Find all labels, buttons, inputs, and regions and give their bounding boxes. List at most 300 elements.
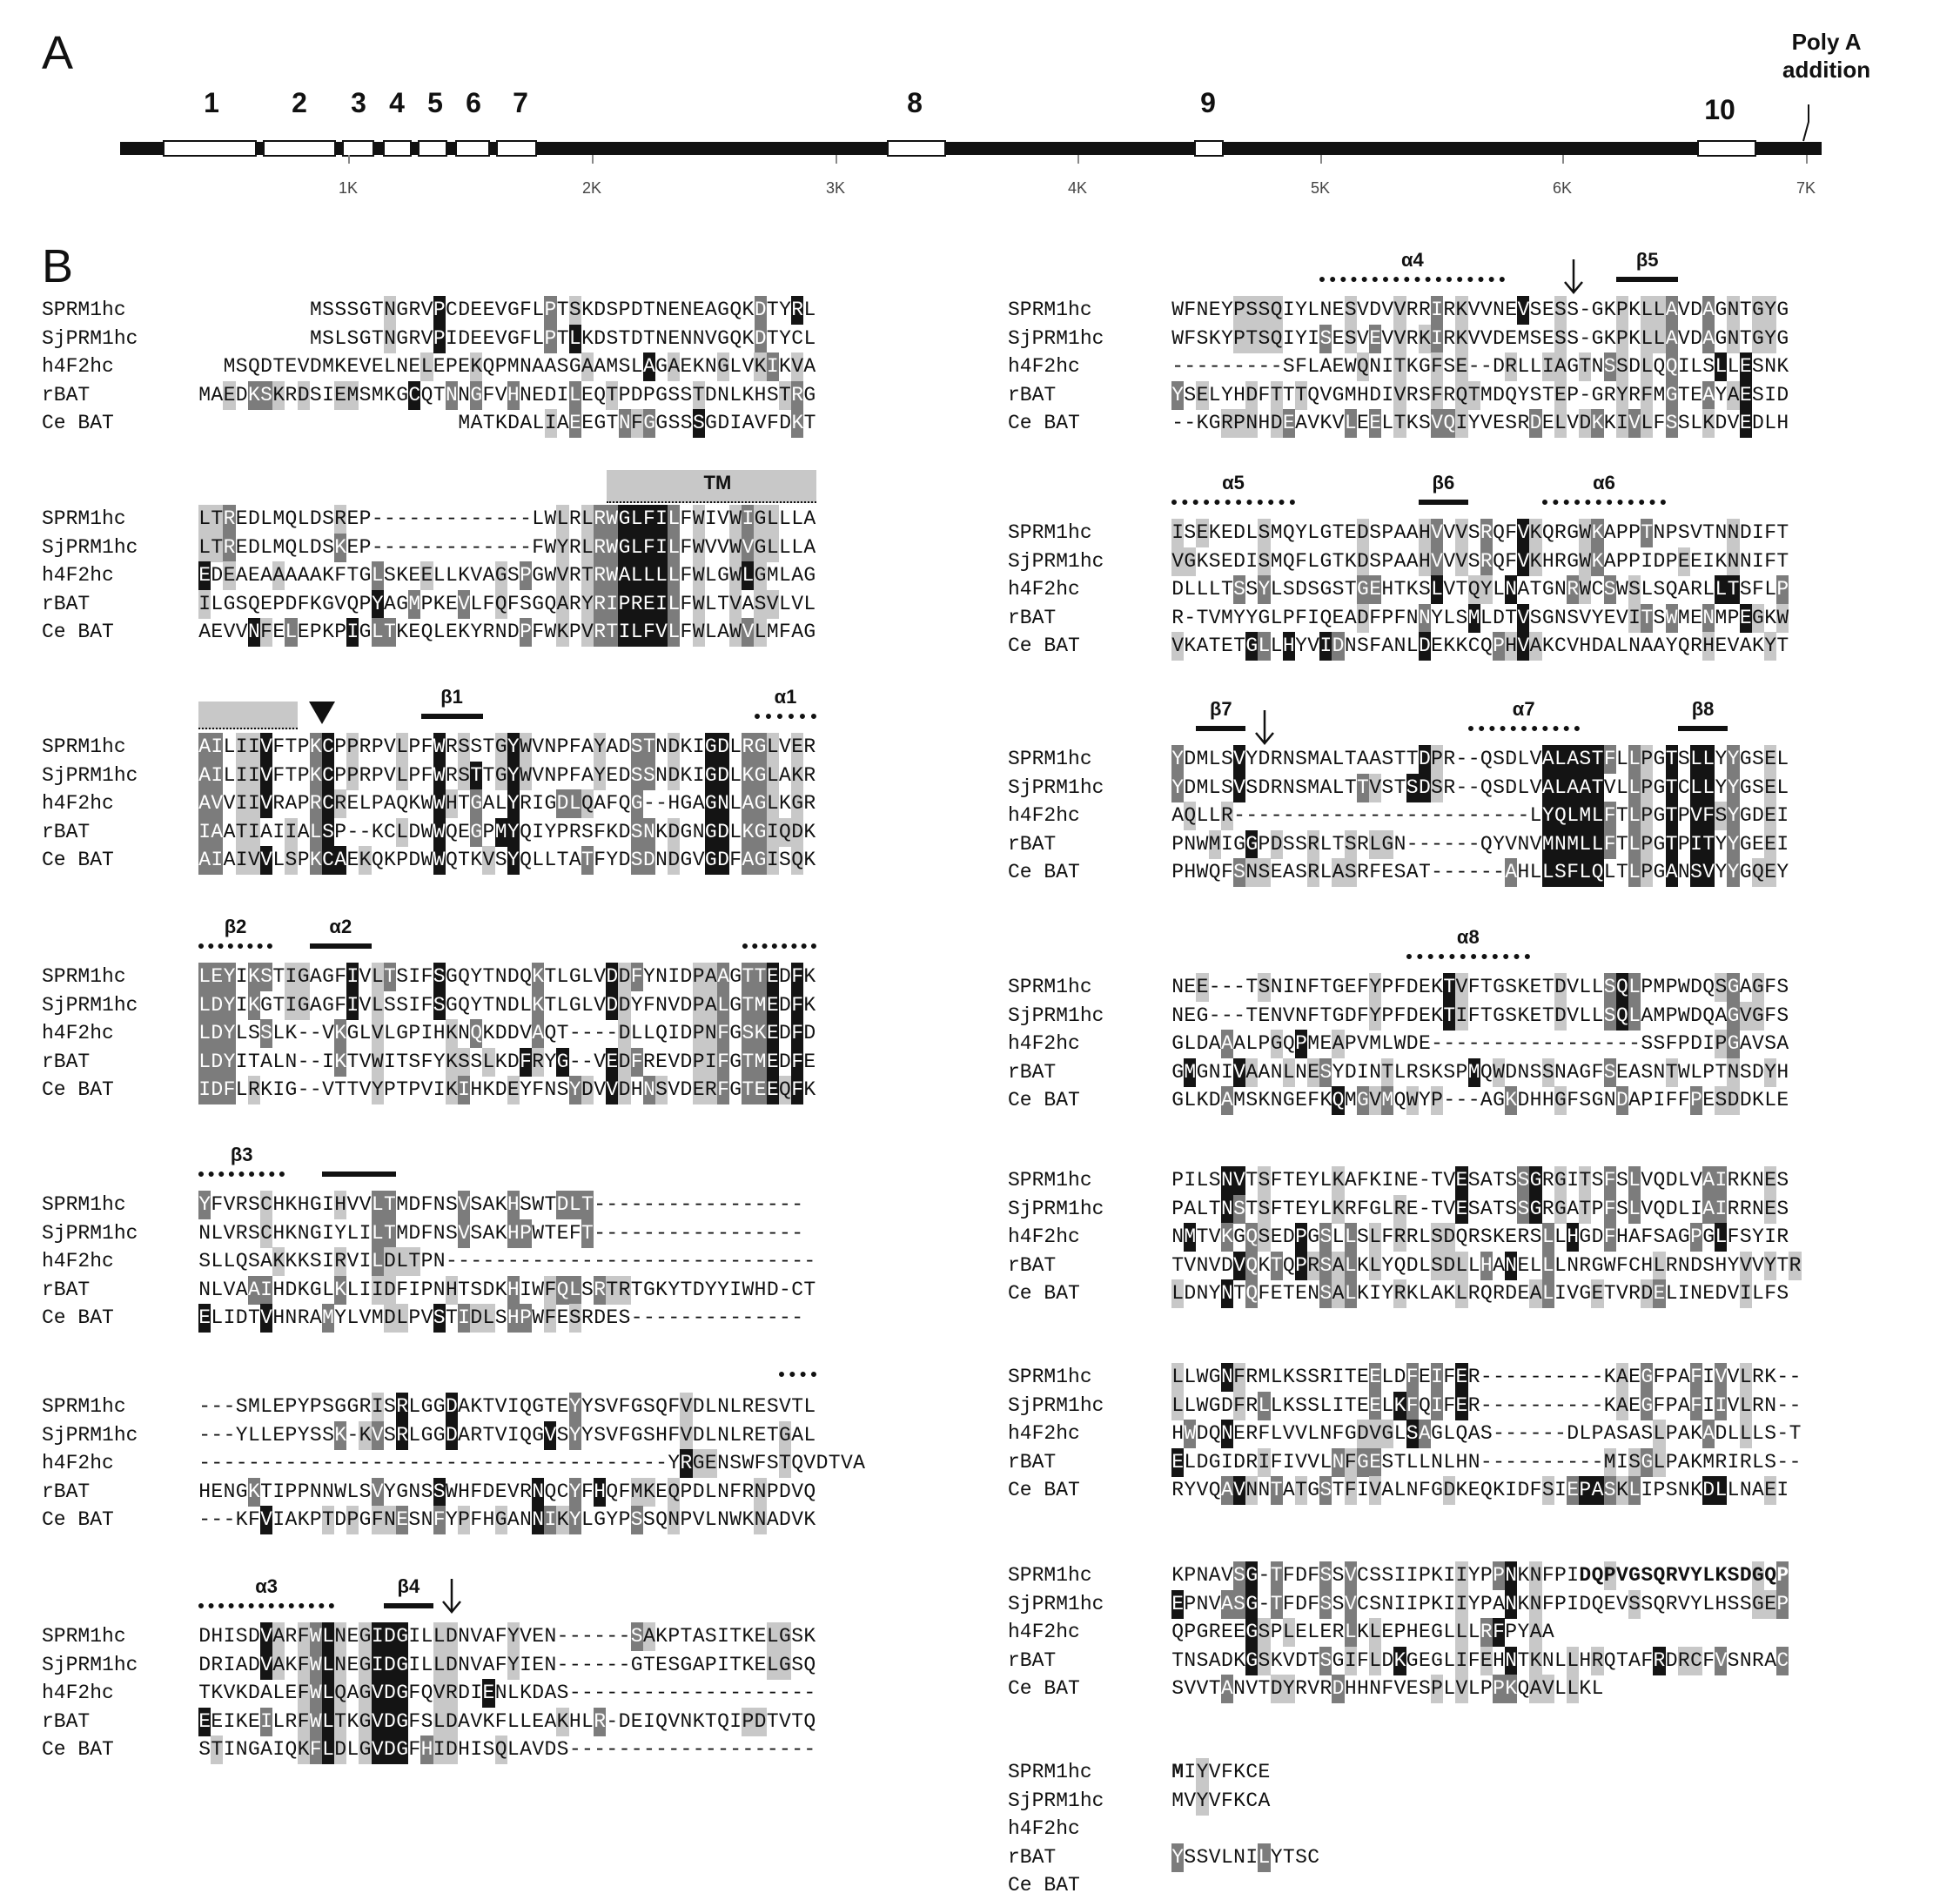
residue: R xyxy=(631,590,643,619)
residue: V xyxy=(1529,748,1542,770)
residue: - xyxy=(803,1738,816,1761)
residue: I xyxy=(322,383,334,406)
residue: G xyxy=(1208,1366,1221,1388)
residue: F xyxy=(1591,1060,1604,1084)
residue: G xyxy=(1431,1422,1443,1445)
residue: Q xyxy=(1505,383,1518,406)
residue: V xyxy=(594,993,606,1017)
residue: A xyxy=(717,621,729,643)
residue: G xyxy=(298,963,310,991)
residue: Q xyxy=(1208,1479,1221,1501)
residue: H xyxy=(1529,1089,1542,1111)
residue: L xyxy=(1455,1252,1467,1280)
residue: S xyxy=(1604,575,1616,604)
sequence xyxy=(458,409,816,438)
residue: G xyxy=(1739,804,1752,827)
residue: S xyxy=(642,1395,655,1418)
residue: - xyxy=(1431,832,1443,856)
residue: E xyxy=(754,1653,767,1676)
residue: D xyxy=(1245,381,1258,410)
residue: D xyxy=(717,762,729,790)
residue: E xyxy=(1764,1166,1776,1195)
residue: S xyxy=(1319,1561,1332,1590)
residue: V xyxy=(1233,1476,1245,1505)
residue: - xyxy=(384,535,396,559)
residue: W xyxy=(1615,578,1628,601)
residue: G xyxy=(1319,521,1332,544)
sequence xyxy=(1171,1647,1789,1675)
residue: T xyxy=(384,1191,396,1219)
residue: D xyxy=(618,1076,630,1104)
residue: - xyxy=(766,1306,779,1329)
sequence xyxy=(198,1622,816,1651)
residue: - xyxy=(445,1250,458,1272)
residue: F xyxy=(1615,1253,1628,1277)
residue: D xyxy=(1419,745,1431,774)
residue: L xyxy=(1270,1366,1283,1388)
residue: V xyxy=(1295,1450,1307,1474)
residue: Y xyxy=(520,1078,532,1101)
residue: P xyxy=(1505,1621,1518,1643)
residue: Y xyxy=(1727,745,1739,774)
residue: H xyxy=(630,1078,643,1101)
residue: T xyxy=(1517,1648,1530,1672)
residue: K xyxy=(1431,1592,1443,1615)
residue: I xyxy=(235,993,248,1017)
residue: V xyxy=(1381,326,1394,350)
residue: L xyxy=(668,561,680,590)
residue: L xyxy=(322,1651,334,1680)
residue: T xyxy=(1271,1561,1283,1590)
residue: T xyxy=(618,326,631,350)
residue: L xyxy=(803,299,816,321)
residue: - xyxy=(1541,1422,1554,1445)
residue: L xyxy=(297,535,310,559)
residue: V xyxy=(1295,1422,1307,1445)
residue: - xyxy=(1431,861,1443,883)
residue: T xyxy=(211,505,223,534)
residue: N xyxy=(458,383,470,406)
residue: K xyxy=(1616,1476,1628,1505)
residue: H xyxy=(1184,861,1197,883)
residue: I xyxy=(408,993,421,1017)
residue: - xyxy=(1529,1393,1542,1417)
residue: A xyxy=(1702,381,1715,410)
residue: L xyxy=(1690,745,1702,774)
residue: S xyxy=(285,846,297,875)
residue: T xyxy=(766,1709,779,1733)
residue: C xyxy=(1591,578,1604,601)
residue: N xyxy=(1221,1279,1233,1308)
residue: W xyxy=(1196,1366,1209,1388)
residue: N xyxy=(1690,1282,1702,1305)
residue: S xyxy=(556,1078,569,1101)
residue: P xyxy=(520,1219,532,1248)
strand-label: β1 xyxy=(440,686,463,708)
residue: L xyxy=(630,355,643,378)
residue: L xyxy=(767,505,779,534)
residue: Y xyxy=(1467,1592,1480,1615)
residue: L xyxy=(433,1651,446,1680)
residue: G xyxy=(1653,861,1666,883)
residue: N xyxy=(198,1221,211,1245)
residue: V xyxy=(359,1050,372,1073)
residue: K xyxy=(494,1193,507,1216)
residue: D xyxy=(755,296,767,325)
residue: K xyxy=(1319,1089,1332,1111)
residue: D xyxy=(1443,1476,1455,1505)
residue: Q xyxy=(544,1480,557,1503)
residue: T xyxy=(1344,1366,1357,1388)
residue: N xyxy=(384,1506,396,1534)
residue: V xyxy=(346,1250,359,1272)
residue: L xyxy=(1715,575,1727,604)
residue: C xyxy=(322,846,334,875)
residue: F xyxy=(1258,1282,1271,1305)
residue: K xyxy=(297,1508,310,1531)
residue: N xyxy=(1739,549,1752,573)
residue: Y xyxy=(1715,748,1728,770)
residue: L xyxy=(1702,578,1715,601)
residue: S xyxy=(1258,1166,1270,1195)
residue: - xyxy=(1184,606,1197,629)
down-arrow-icon xyxy=(1561,258,1586,296)
residue: P xyxy=(1665,1366,1678,1388)
residue: L xyxy=(322,1708,334,1736)
strand-label: β7 xyxy=(1209,698,1232,720)
residue: R xyxy=(1270,775,1283,799)
residue: A xyxy=(1567,745,1579,774)
residue: L xyxy=(1752,1422,1764,1445)
residue: P xyxy=(668,1625,681,1648)
species-name: h4F2hc xyxy=(42,564,114,587)
residue: R xyxy=(594,534,606,562)
residue: V xyxy=(594,1078,606,1101)
residue: - xyxy=(346,1452,359,1474)
residue: S xyxy=(1752,383,1764,406)
residue: A xyxy=(1677,1422,1690,1445)
residue: - xyxy=(1493,1393,1505,1417)
residue: S xyxy=(1604,352,1616,381)
residue: V xyxy=(1529,775,1542,799)
sequence xyxy=(310,325,816,353)
residue: K xyxy=(494,412,507,434)
residue: A xyxy=(1344,1169,1357,1192)
residue: - xyxy=(1443,1089,1456,1111)
residue: K xyxy=(482,1709,495,1733)
residue: S xyxy=(1529,383,1542,406)
residue: L xyxy=(1567,1675,1579,1703)
residue: G xyxy=(1653,804,1666,827)
sequence xyxy=(1171,325,1789,353)
residue: V xyxy=(767,590,779,619)
residue: V xyxy=(420,299,433,321)
residue: P xyxy=(285,1480,298,1503)
residue: D xyxy=(494,1022,507,1044)
residue: S xyxy=(1319,1223,1332,1252)
residue: R xyxy=(1690,578,1702,601)
residue: Y xyxy=(642,965,655,988)
residue: H xyxy=(272,1193,285,1216)
residue: L xyxy=(1208,748,1221,770)
residue: F xyxy=(1764,1004,1776,1027)
sequence xyxy=(198,1506,816,1534)
residue: L xyxy=(223,1250,236,1272)
residue: S xyxy=(1184,383,1197,406)
residue: T xyxy=(606,618,618,647)
residue: - xyxy=(1270,804,1283,827)
residue: A xyxy=(1282,861,1295,883)
residue: D xyxy=(556,789,568,818)
residue: R xyxy=(791,296,803,325)
residue: D xyxy=(1529,409,1541,438)
residue: A xyxy=(309,993,322,1017)
residue: F xyxy=(1764,521,1776,544)
residue: E xyxy=(606,1306,619,1329)
residue: E xyxy=(1455,1392,1467,1420)
residue: T xyxy=(346,564,359,587)
residue: C xyxy=(1776,1647,1789,1675)
residue: A xyxy=(260,1050,272,1073)
residue: - xyxy=(729,1250,742,1272)
residue: F xyxy=(1764,549,1776,573)
residue: C xyxy=(322,789,334,818)
residue: R xyxy=(334,789,346,818)
residue: - xyxy=(581,1653,594,1676)
residue: H xyxy=(1493,1648,1505,1672)
residue: D xyxy=(1690,326,1702,350)
residue: L xyxy=(1529,861,1542,883)
residue: T xyxy=(642,1653,655,1676)
residue: C xyxy=(1245,1789,1259,1812)
residue: M xyxy=(1369,1032,1381,1055)
residue: T xyxy=(1282,1169,1295,1192)
residue: S xyxy=(581,1278,594,1301)
residue: - xyxy=(630,1250,643,1272)
residue: - xyxy=(568,1625,581,1648)
sequence xyxy=(1171,1030,1789,1058)
residue: E xyxy=(606,763,619,787)
residue: R xyxy=(594,1708,606,1736)
residue: D xyxy=(334,1508,347,1531)
residue: S xyxy=(396,993,408,1017)
residue: S xyxy=(445,1221,458,1245)
residue: A xyxy=(803,355,816,378)
residue: T xyxy=(1332,1479,1345,1501)
residue: H xyxy=(754,1278,767,1301)
helix-marker xyxy=(1468,726,1580,731)
residue: P xyxy=(1653,1479,1666,1501)
residue: S xyxy=(1258,858,1270,887)
sequence xyxy=(198,1191,803,1219)
residue: V xyxy=(1480,326,1493,350)
residue: N xyxy=(1381,1592,1394,1615)
residue: E xyxy=(1406,1169,1419,1192)
residue: L xyxy=(704,621,717,643)
sequence xyxy=(198,1076,816,1104)
residue: D xyxy=(717,846,729,875)
residue: I xyxy=(446,326,458,350)
residue: - xyxy=(520,535,532,559)
residue: - xyxy=(692,1250,705,1272)
residue: Y xyxy=(1665,634,1678,657)
residue: M xyxy=(1196,775,1209,799)
residue: R xyxy=(223,505,235,534)
residue: Y xyxy=(1616,381,1628,410)
residue: A xyxy=(1467,1422,1480,1445)
residue: G xyxy=(470,818,482,847)
residue: Q xyxy=(1493,521,1505,544)
residue: E xyxy=(1455,1195,1467,1224)
residue: L xyxy=(532,412,545,434)
residue: I xyxy=(1554,1479,1567,1501)
residue: - xyxy=(630,1193,643,1216)
residue: A xyxy=(1319,355,1332,378)
residue: E xyxy=(1517,1282,1530,1305)
residue: G xyxy=(544,792,557,815)
residue: T xyxy=(544,1395,557,1418)
residue: P xyxy=(1493,632,1505,661)
residue: W xyxy=(1196,832,1209,856)
residue: E xyxy=(223,381,235,410)
residue: - xyxy=(1529,1032,1542,1055)
residue: N xyxy=(494,965,507,988)
residue: D xyxy=(717,733,729,762)
residue: C xyxy=(384,820,396,843)
residue: Q xyxy=(729,299,742,321)
residue: H xyxy=(568,1709,581,1733)
residue: R xyxy=(594,1276,606,1305)
residue: F xyxy=(1653,1366,1666,1388)
residue: A xyxy=(1702,1166,1715,1195)
residue: Y xyxy=(569,1478,581,1507)
residue: V xyxy=(1233,745,1245,774)
residue: D xyxy=(1690,1032,1702,1055)
residue: M xyxy=(408,590,420,619)
residue: A xyxy=(1319,748,1332,770)
residue: N xyxy=(1493,299,1505,321)
residue: S xyxy=(1220,748,1233,770)
residue: K xyxy=(272,1247,285,1276)
exon-box xyxy=(383,140,412,157)
residue: L xyxy=(1764,578,1776,601)
residue: - xyxy=(1282,804,1295,827)
residue: F xyxy=(1233,1363,1245,1392)
residue: N xyxy=(1739,1648,1752,1672)
residue: H xyxy=(1357,383,1369,406)
residue: Y xyxy=(1752,1225,1764,1248)
residue: L xyxy=(1393,1422,1406,1445)
residue: A xyxy=(1665,1225,1678,1248)
residue: R xyxy=(408,299,421,321)
residue: L xyxy=(1628,745,1641,774)
residue: A xyxy=(544,1682,557,1704)
residue: G xyxy=(1591,1253,1604,1277)
residue: R xyxy=(1332,1621,1345,1643)
exon-number: 7 xyxy=(513,87,528,118)
residue: S xyxy=(1295,1393,1307,1417)
residue: T xyxy=(1245,976,1259,998)
residue: L xyxy=(1628,774,1641,802)
residue: L xyxy=(1554,1225,1567,1248)
residue: V xyxy=(1455,1675,1467,1703)
residue: R xyxy=(1270,748,1283,770)
residue: R xyxy=(1357,861,1369,883)
residue: G xyxy=(705,818,717,847)
residue: T xyxy=(1406,748,1419,770)
helix-marker xyxy=(779,1372,816,1377)
residue: N xyxy=(1233,1677,1245,1700)
residue: - xyxy=(1295,804,1307,827)
residue: E xyxy=(1332,606,1345,629)
residue: R xyxy=(1665,1592,1678,1615)
residue: A xyxy=(248,1276,260,1305)
residue: Q xyxy=(556,1276,568,1305)
residue: T xyxy=(211,534,223,562)
residue: D xyxy=(1357,547,1369,576)
residue: P xyxy=(272,592,285,615)
residue: I xyxy=(211,733,223,762)
residue: E xyxy=(1690,606,1702,629)
residue: S xyxy=(1542,1058,1554,1087)
residue: - xyxy=(1431,1032,1443,1055)
residue: L xyxy=(779,564,791,587)
residue: E xyxy=(1702,1282,1715,1305)
residue: - xyxy=(371,535,384,559)
residue: E xyxy=(692,299,705,321)
residue: T xyxy=(482,965,495,988)
residue: K xyxy=(680,763,693,787)
residue: L xyxy=(346,1306,359,1329)
residue: T xyxy=(272,965,285,988)
residue: G xyxy=(433,1395,446,1418)
residue: S xyxy=(359,383,372,406)
residue: E xyxy=(1220,634,1233,657)
residue: A xyxy=(1666,296,1678,325)
residue: I xyxy=(668,965,681,988)
residue: S xyxy=(1665,1479,1678,1501)
residue: F xyxy=(334,993,347,1017)
sequence xyxy=(198,1449,865,1478)
residue: - xyxy=(1467,1032,1480,1055)
residue: H xyxy=(1505,632,1517,661)
residue: A xyxy=(1628,1648,1641,1672)
species-name: SjPRM1hc xyxy=(1008,1004,1104,1027)
residue: T xyxy=(544,993,557,1017)
residue: T xyxy=(1319,976,1332,998)
residue: K xyxy=(334,1048,346,1077)
residue: F xyxy=(680,535,693,559)
residue: - xyxy=(668,1738,681,1761)
residue: L xyxy=(1665,1282,1678,1305)
residue: E xyxy=(1270,1282,1283,1305)
residue: Y xyxy=(1431,606,1443,629)
residue: R xyxy=(1567,575,1579,604)
residue: - xyxy=(1467,775,1480,799)
residue: N xyxy=(1677,1479,1690,1501)
exon-box xyxy=(163,140,257,157)
residue: - xyxy=(568,1050,581,1073)
residue: E xyxy=(1529,1004,1542,1027)
residue: - xyxy=(642,1452,655,1474)
residue: G xyxy=(1591,1089,1604,1111)
residue: E xyxy=(272,1395,285,1418)
residue: P xyxy=(556,735,569,758)
residue: Y xyxy=(581,1395,594,1418)
residue: L xyxy=(482,1304,494,1333)
exon-number: 9 xyxy=(1200,87,1216,118)
residue: A xyxy=(1171,804,1184,827)
